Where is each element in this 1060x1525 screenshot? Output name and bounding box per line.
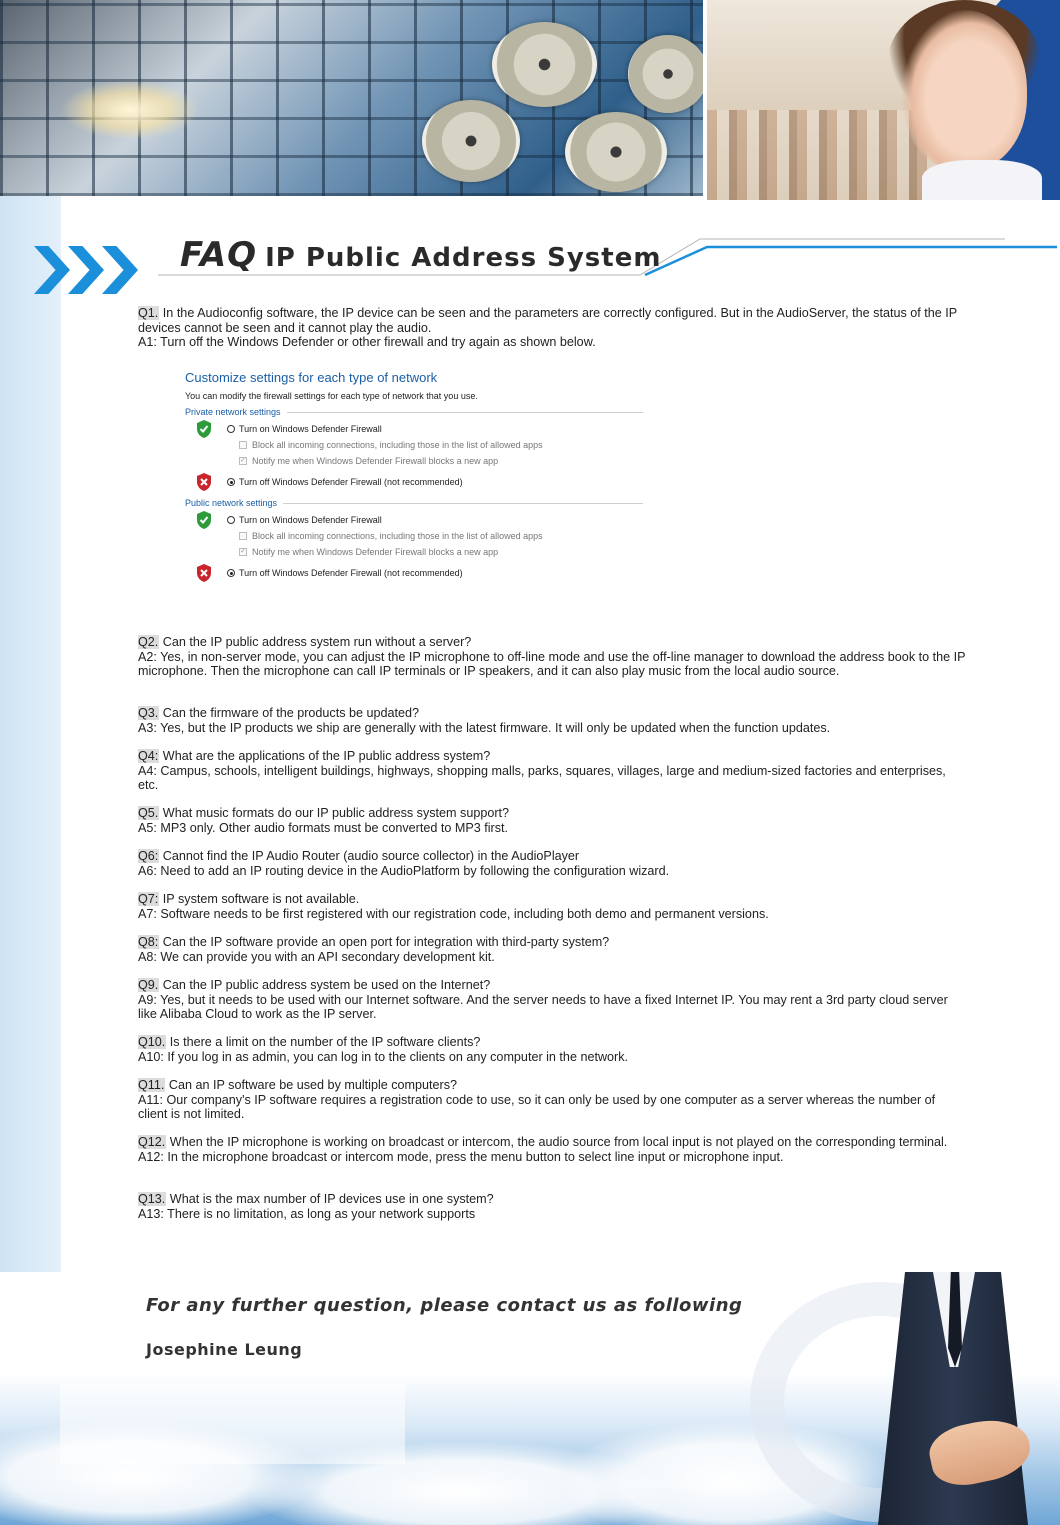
question-tag: Q7: <box>138 892 159 906</box>
question <box>138 635 968 650</box>
question <box>138 1192 968 1207</box>
answer: A1: Turn off the Windows Defender or other firewall and try again as shown below. <box>138 335 596 350</box>
question <box>138 892 968 907</box>
question <box>138 706 968 721</box>
question <box>138 749 968 764</box>
public-turn-on-option[interactable] <box>183 512 643 528</box>
checkbox-label: Notify me when Windows Defender Firewall blocks a new app <box>252 547 499 557</box>
faq-item-5 <box>138 806 968 835</box>
checkbox[interactable] <box>239 441 247 449</box>
option-label: Turn off Windows Defender Firewall (not recommended) <box>239 568 463 578</box>
hero-image-operator <box>707 0 1060 200</box>
question-text: Can the IP public address system be used on the Internet? <box>159 978 491 992</box>
question-text: In the Audioconfig software, the IP device can be seen and the parameters are correctly configured. But in the AudioServer, the status of the IP devices cannot be seen and it cannot play the audio. <box>138 306 957 335</box>
question <box>138 1135 968 1150</box>
question-text: What music formats do our IP public address system support? <box>159 806 510 820</box>
question-tag: Q3. <box>138 706 159 720</box>
page-title <box>180 235 661 275</box>
chevron-arrows-icon <box>34 246 144 294</box>
question <box>138 978 968 993</box>
private-turn-on-option[interactable] <box>183 421 643 437</box>
question-text: What is the max number of IP devices use in one system? <box>166 1192 494 1206</box>
question-tag: Q5. <box>138 806 159 820</box>
firewall-settings-panel <box>183 370 643 581</box>
private-turn-off-option[interactable] <box>183 474 643 490</box>
answer: A9: Yes, but it needs to be used with our Internet software. And the server needs to have a fixed Internet IP. You may rent a 3rd party cloud server like Alibaba Cloud to work as the IP server. <box>138 992 948 1022</box>
question-text: Is there a limit on the number of the IP software clients? <box>166 1035 481 1049</box>
question <box>138 306 968 335</box>
hero-image-speakers <box>0 0 703 196</box>
question-tag: Q8: <box>138 935 159 949</box>
question-text: Cannot find the IP Audio Router (audio source collector) in the AudioPlayer <box>159 849 580 863</box>
contact-prompt: For any further question, please contact us as following <box>146 1295 743 1316</box>
question-text: Can the firmware of the products be updated? <box>159 706 420 720</box>
shield-x-icon <box>195 563 213 583</box>
faq-item-7 <box>138 892 968 921</box>
checkbox[interactable] <box>239 532 247 540</box>
answer: A7: Software needs to be first registered with our registration code, including both demo and permanent versions. <box>138 906 769 921</box>
answer: A12: In the microphone broadcast or intercom mode, press the menu button to select line input or microphone input. <box>138 1149 784 1164</box>
public-turn-off-option[interactable] <box>183 565 643 581</box>
faq-item-2 <box>138 635 968 679</box>
faq-item-1 <box>138 306 968 350</box>
question-tag: Q1. <box>138 306 159 320</box>
checkbox-checked[interactable]: ✓ <box>240 457 246 464</box>
answer: A5: MP3 only. Other audio formats must be converted to MP3 first. <box>138 820 509 835</box>
question-text: When the IP microphone is working on broadcast or intercom, the audio source from local input is not played on the corresponding terminal. <box>166 1135 948 1149</box>
horn-speaker-2 <box>628 35 703 113</box>
private-network-section <box>185 407 643 417</box>
shield-check-icon <box>195 510 213 530</box>
faq-item-4 <box>138 749 968 793</box>
operator-shirt <box>922 160 1042 200</box>
operator-face <box>902 10 1027 170</box>
horn-speaker-3 <box>422 100 520 182</box>
title-main: IP Public Address System <box>265 243 662 273</box>
public-block-all-checkbox[interactable] <box>183 528 643 544</box>
question-tag: Q6: <box>138 849 159 863</box>
faq-item-11 <box>138 1078 968 1122</box>
answer: A6: Need to add an IP routing device in the AudioPlatform by following the configuration wizard. <box>138 863 670 878</box>
light-glare <box>60 80 200 140</box>
answer: A2: Yes, in non-server mode, you can adjust the IP microphone to off-line mode and use the off-line manager to download the address book to the IP microphone. Then the microphone can call IP terminals or IP speakers, and it can also play music from the local audio source. <box>138 649 966 679</box>
title-faq: FAQ <box>180 235 258 275</box>
question-tag: Q10. <box>138 1035 166 1049</box>
faq-item-6 <box>138 849 968 878</box>
private-network-label: Private network settings <box>185 407 281 417</box>
question-text: What are the applications of the IP public address system? <box>159 749 491 763</box>
option-label: Turn on Windows Defender Firewall <box>239 424 382 434</box>
question-text: Can the IP software provide an open port for integration with third-party system? <box>159 935 610 949</box>
checkbox-label: Notify me when Windows Defender Firewall blocks a new app <box>252 456 499 466</box>
horn-speaker-1 <box>492 22 597 107</box>
question <box>138 1078 968 1093</box>
answer: A11: Our company's IP software requires a registration code to use, so it can only be used by one computer as a server whereas the number of client is not limited. <box>138 1092 936 1122</box>
public-notify-checkbox[interactable] <box>183 544 643 560</box>
question-text: Can an IP software be used by multiple computers? <box>165 1078 458 1092</box>
side-band <box>0 196 61 1272</box>
question-tag: Q11. <box>138 1078 165 1092</box>
shield-x-icon <box>195 472 213 492</box>
answer: A4: Campus, schools, intelligent buildings, highways, shopping malls, parks, squares, villages, large and medium-sized factories and enterprises, etc. <box>138 763 946 793</box>
firewall-title: Customize settings for each type of network <box>185 370 438 385</box>
public-network-section <box>185 498 643 508</box>
checkbox-label: Block all incoming connections, including those in the list of allowed apps <box>252 440 543 450</box>
private-notify-checkbox[interactable] <box>183 453 643 469</box>
faq-item-8 <box>138 935 968 964</box>
faq-item-9 <box>138 978 968 1022</box>
answer: A13: There is no limitation, as long as your network supports <box>138 1206 476 1221</box>
radio-button-selected[interactable] <box>227 478 235 486</box>
horn-speaker-4 <box>565 112 667 192</box>
checkbox-label: Block all incoming connections, including those in the list of allowed apps <box>252 531 543 541</box>
question <box>138 1035 968 1050</box>
option-label: Turn off Windows Defender Firewall (not recommended) <box>239 477 463 487</box>
checkbox-checked[interactable]: ✓ <box>240 548 246 555</box>
faq-item-10 <box>138 1035 968 1064</box>
question-tag: Q13. <box>138 1192 166 1206</box>
option-label: Turn on Windows Defender Firewall <box>239 515 382 525</box>
question-tag: Q9. <box>138 978 159 992</box>
radio-button[interactable] <box>227 425 235 433</box>
question-tag: Q12. <box>138 1135 166 1149</box>
question-text: IP system software is not available. <box>159 892 360 906</box>
question <box>138 806 968 821</box>
answer: A3: Yes, but the IP products we ship are generally with the latest firmware. It will only be updated when the function updates. <box>138 720 831 735</box>
question <box>138 935 968 950</box>
private-block-all-checkbox[interactable] <box>183 437 643 453</box>
answer: A8: We can provide you with an API secondary development kit. <box>138 949 495 964</box>
radio-button[interactable] <box>227 516 235 524</box>
footer <box>0 1272 1060 1525</box>
public-network-label: Public network settings <box>185 498 278 508</box>
question <box>138 849 968 864</box>
question-tag: Q2. <box>138 635 159 649</box>
question-tag: Q4: <box>138 749 159 763</box>
faq-item-13 <box>138 1192 968 1221</box>
question-text: Can the IP public address system run without a server? <box>159 635 472 649</box>
faq-item-3 <box>138 706 968 735</box>
answer: A10: If you log in as admin, you can log in to the clients on any computer in the network. <box>138 1049 629 1064</box>
firewall-description: You can modify the firewall settings for each type of network that you use. <box>185 391 478 401</box>
faq-item-12 <box>138 1135 968 1164</box>
contact-name: Josephine Leung <box>146 1340 303 1359</box>
contact-box <box>60 1384 405 1464</box>
shield-check-icon <box>195 419 213 439</box>
radio-button-selected[interactable] <box>227 569 235 577</box>
